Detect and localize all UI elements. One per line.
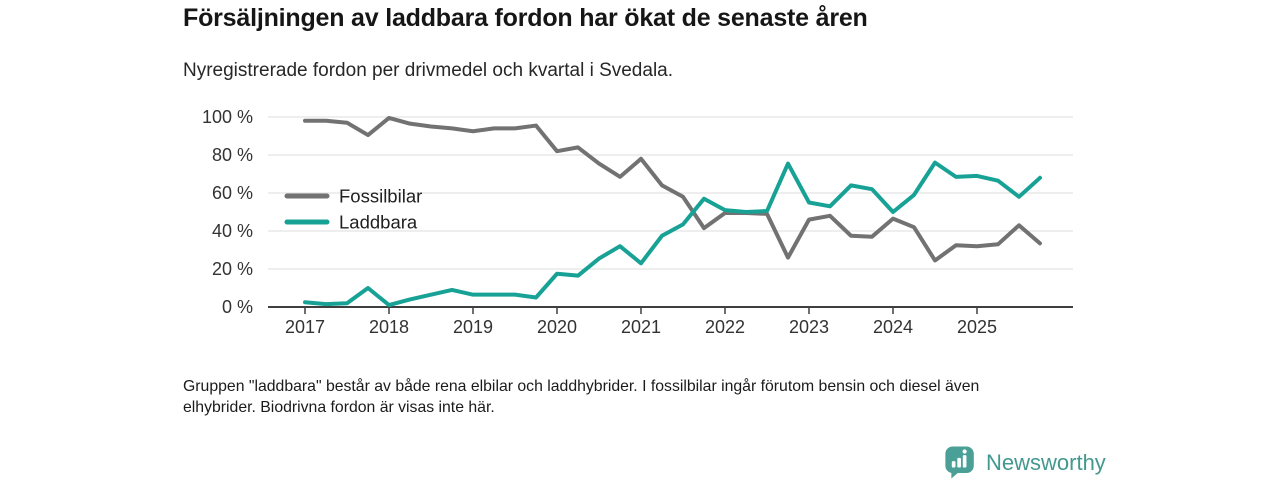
legend-label-laddbara: Laddbara (339, 211, 418, 233)
y-axis-label: 40 % (211, 221, 253, 241)
x-axis-label: 2017 (284, 317, 326, 337)
x-axis-label: 2021 (620, 317, 662, 337)
x-axis-label: 2020 (536, 317, 578, 337)
logo-dot (963, 449, 967, 453)
x-axis-label: 2022 (704, 317, 746, 337)
newsworthy-logo[interactable] (944, 445, 1106, 480)
chart-footnote: Gruppen "laddbara" består av både rena elbilar och laddhybrider. I fossilbilar ingår förutom bensin och diesel även elhybrider. Biodrivna fordon är visas inte här. (183, 378, 980, 416)
logo-bar-1 (952, 461, 956, 467)
x-axis-label: 2023 (788, 317, 830, 337)
y-axis-label: 60 % (211, 183, 253, 203)
y-axis-label: 100 % (201, 107, 253, 127)
logo-bar-2 (957, 458, 961, 468)
x-axis-label: 2024 (872, 317, 914, 337)
logo-text: Newsworthy (986, 449, 1106, 475)
x-axis-label: 2018 (368, 317, 410, 337)
legend-label-fossilbilar: Fossilbilar (339, 185, 423, 207)
x-axis-label: 2025 (956, 317, 998, 337)
bar-chart-pin-icon (944, 445, 977, 480)
chart-subtitle: Nyregistrerade fordon per drivmedel och kvartal i Svedala. (183, 60, 674, 81)
y-axis-label: 20 % (211, 259, 253, 279)
logo-bar-3 (963, 455, 967, 467)
series-line-laddbara (305, 163, 1040, 306)
chart-title: Försäljningen av laddbara fordon har ökat de senaste åren (183, 4, 868, 32)
y-axis-label: 0 % (221, 297, 253, 317)
x-axis-label: 2019 (452, 317, 494, 337)
y-axis-label: 80 % (211, 145, 253, 165)
